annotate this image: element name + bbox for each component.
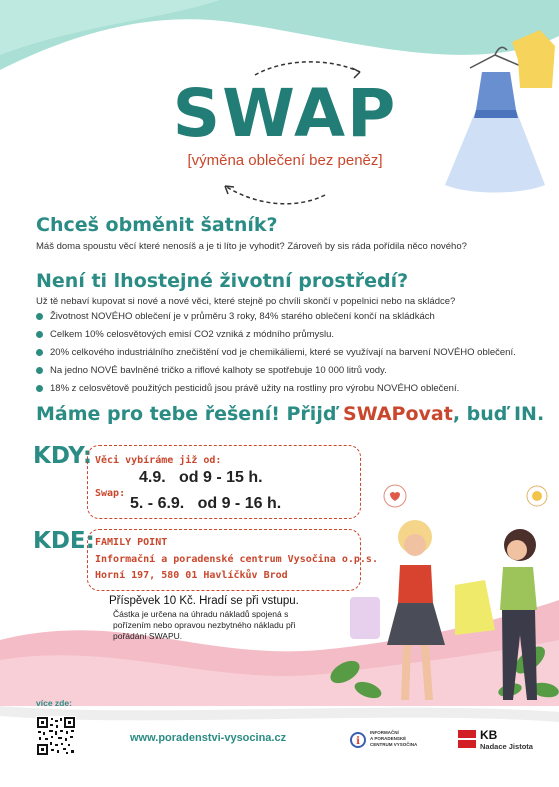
foundation-name: Nadace Jistota (480, 742, 533, 751)
more-info-label: více zde: (36, 698, 72, 708)
swap-subtitle: [výměna oblečení bez peněz] (187, 152, 383, 169)
collect-date: 4.9. od 9 - 15 h. (139, 469, 263, 486)
swap-label: Swap: (95, 488, 126, 499)
solution-headline (36, 403, 544, 425)
org-line-2: A PORADENSKÉ (370, 736, 407, 741)
solution-part2: , buď IN. (452, 403, 545, 425)
where-line2: Informační a poradenské centrum Vysočina o.p.s. (95, 554, 378, 565)
org-line-1: INFORMAČNÍ (370, 730, 399, 735)
question-wardrobe-heading: Chceš obměnit šatník? (36, 214, 278, 236)
kb-logo-text: KB (480, 728, 498, 742)
fact-item: 20% celkového industriálního znečištění vod je chemikáliemi, které se využívají na barvení NOVÉHO oblečení. (36, 347, 556, 358)
fact-item: Celkem 10% celosvětových emisí CO2 vzniká z módního průmyslu. (36, 329, 556, 340)
collect-label: Věci vybíráme již od: (95, 455, 222, 466)
fee-note-2: pořízením nebo opravou nezbytného nákladu při (113, 620, 296, 630)
fact-item: Životnost NOVÉHO oblečení je v průměru 3 roky, 84% starého oblečení končí na skládkách (36, 311, 556, 322)
question-environment-text: Už tě nebaví kupovat si nové a nové věci, které stejně po chvíli skončí v popelnici nebo na skládce? (36, 296, 456, 307)
fact-item: Na jedno NOVÉ bavlněné tričko a riflové kalhoty se spotřebuje 10 000 litrů vody. (36, 365, 556, 376)
facts-list (36, 311, 556, 401)
fee-note-1: Částka je určena na úhradu nákladů spojená s (113, 609, 289, 619)
question-wardrobe-text: Máš doma spoustu věcí které nenosíš a je ti líto je vyhodit? Zároveň by sis ráda pořídila něco nového? (36, 241, 467, 252)
where-label: KDE: (33, 528, 95, 554)
when-label: KDY: (33, 443, 93, 469)
question-environment-heading: Není ti lhostejné životní prostředí? (36, 270, 409, 292)
fee-note-3: pořádání SWAPU. (113, 631, 183, 641)
swap-date: 5. - 6.9. od 9 - 16 h. (130, 495, 282, 512)
fact-item: 18% z celosvětově použitých pesticidů jsou právě užity na rostliny pro výrobu NOVÉHO oblečení. (36, 383, 556, 394)
org-logo (350, 730, 430, 756)
solution-highlight: SWAPovat (343, 403, 453, 425)
qr-code[interactable] (36, 716, 76, 756)
fee-main: Příspěvek 10 Kč. Hradí se při vstupu. (109, 595, 299, 607)
org-line-3: CENTRUM VYSOČINA (370, 742, 418, 747)
website-link[interactable]: www.poradenstvi-vysocina.cz (130, 732, 287, 744)
where-line1: FAMILY POINT (95, 537, 168, 548)
women-illustration (345, 505, 559, 705)
solution-part1: Máme pro tebe řešení! Přijď (36, 403, 344, 425)
kb-logo-square (458, 730, 476, 748)
kb-logo (458, 728, 548, 756)
swap-title: SWAP (172, 75, 398, 152)
where-line3: Horní 197, 580 01 Havlíčkův Brod (95, 570, 288, 581)
org-logo-icon: i (350, 732, 366, 748)
